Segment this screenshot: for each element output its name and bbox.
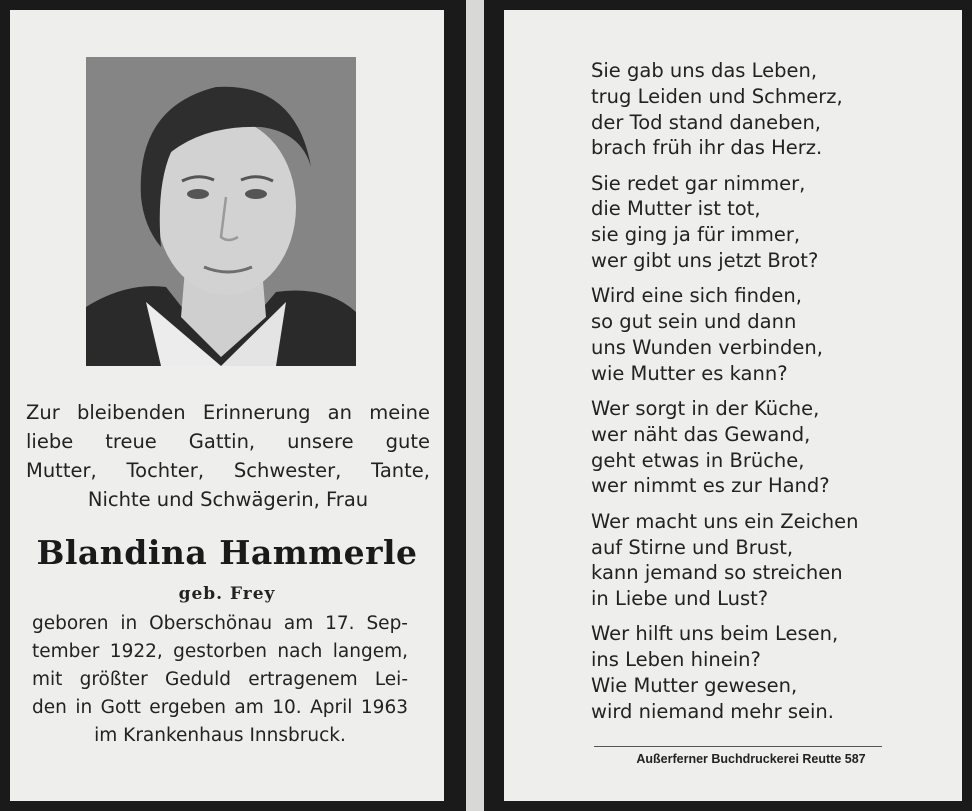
- fold-strip: [466, 0, 484, 811]
- intro-line: liebe treue Gattin, unsere gute: [26, 430, 430, 453]
- poem-line: Sie gab uns das Leben,: [591, 59, 818, 82]
- poem-line: Wer hilft uns beim Lesen,: [591, 622, 839, 646]
- poem-line: in Liebe und Lust?: [591, 587, 769, 611]
- poem-stanza: [591, 58, 931, 161]
- poem-line: wer gibt uns jetzt Brot?: [591, 249, 819, 273]
- poem-line: brach früh ihr das Herz.: [591, 136, 823, 160]
- details-line: tember 1922, gestorben nach langem,: [32, 641, 408, 662]
- poem-line: trug Leiden und Schmerz,: [591, 84, 843, 108]
- memorial-card-right: [504, 10, 962, 801]
- divider: [594, 746, 882, 747]
- maiden-name: geb. Frey: [178, 584, 276, 604]
- intro-line: Zur bleibenden Erinnerung an meine: [26, 401, 430, 424]
- poem-stanza: [591, 171, 931, 274]
- details-line: den in Gott ergeben am 10. April 1963: [32, 697, 408, 718]
- poem-line: wird niemand mehr sein.: [591, 699, 834, 723]
- details-line: im Krankenhaus Innsbruck.: [94, 725, 346, 746]
- poem-line: Wer macht uns ein Zeichen: [591, 509, 859, 533]
- poem-line: wie Mutter es kann?: [591, 361, 788, 385]
- poem-line: sie ging ja für immer,: [591, 223, 801, 247]
- poem-line: der Tod stand daneben,: [591, 110, 822, 134]
- poem-stanza: [591, 396, 931, 499]
- poem: [591, 58, 931, 734]
- poem-line: ins Leben hinein?: [591, 648, 761, 672]
- intro-text: [26, 398, 430, 514]
- details-line: geboren in Oberschönau am 17. Sep-: [32, 613, 408, 634]
- poem-line: auf Stirne und Brust,: [591, 535, 794, 559]
- life-details: [32, 610, 408, 750]
- poem-line: so gut sein und dann: [591, 310, 797, 334]
- poem-line: kann jemand so streichen: [591, 561, 843, 585]
- poem-line: geht etwas in Brüche,: [591, 448, 805, 472]
- poem-line: wer näht das Gewand,: [591, 422, 811, 446]
- poem-stanza: [591, 621, 931, 724]
- poem-line: Wer sorgt in der Küche,: [591, 397, 820, 421]
- deceased-name: Blandina Hammerle: [36, 533, 418, 572]
- memorial-card-left: [10, 10, 444, 801]
- poem-line: Sie redet gar nimmer,: [591, 171, 806, 195]
- poem-line: uns Wunden verbinden,: [591, 335, 823, 359]
- intro-line: Nichte und Schwägerin, Frau: [87, 488, 369, 511]
- portrait-photo: [86, 57, 356, 366]
- poem-stanza: [591, 509, 931, 612]
- details-line: mit größter Geduld ertragenem Lei-: [32, 669, 408, 690]
- poem-stanza: [591, 283, 931, 386]
- intro-line: Mutter, Tochter, Schwester, Tante,: [26, 459, 430, 482]
- poem-line: wer nimmt es zur Hand?: [591, 474, 830, 498]
- poem-line: Wie Mutter gewesen,: [591, 674, 798, 698]
- poem-line: die Mutter ist tot,: [591, 197, 761, 221]
- printer-credit: Außerferner Buchdruckerei Reutte 587: [636, 752, 866, 766]
- poem-line: Wird eine sich finden,: [591, 284, 802, 308]
